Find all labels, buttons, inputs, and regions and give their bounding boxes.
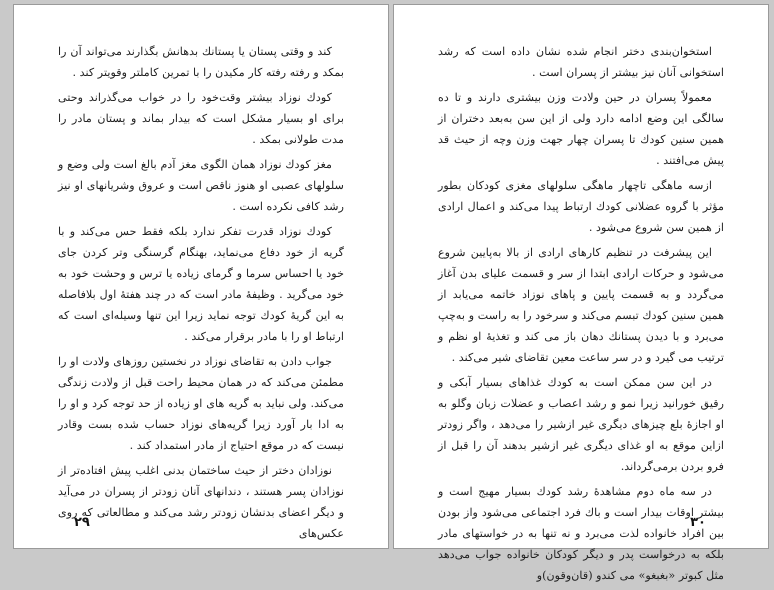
- paragraph: در سه ماه دوم مشاهدهٔ رشد کودك بسیار مهیج است و بیشتر اوقات بیدار است و باك فرد اجتماعی می‌شود واز بودن بین افراد خانواده لذت می‌برد و نه تنها به در خواستهای مادر بلکه به درخواست پدر و دیگر کودکان خانواده جواب می‌دهد مثل کبوتر «بغبغو» می کندو (قان‌وقون)و: [438, 485, 724, 582]
- paragraph: کند و وقتی پستان یا پستانك بدهانش بگذارند می‌تواند آن را بمکد و رفته رفته کار مکیدن را با تمرین کاملتر وقویتر کند .: [58, 45, 344, 79]
- page-number: ۳۰: [690, 515, 706, 530]
- left-page-text: [58, 41, 344, 548]
- left-page: [13, 4, 389, 549]
- paragraph: مغز کودك نوزاد همان الگوی مغز آدم بالغ است ولی وضع و سلولهای عصبی او هنوز ناقص است و عروق وشریانهای او نیز رشد کافی نکرده است .: [58, 158, 344, 213]
- paragraph: معمولاً پسران در حین ولادت وزن بیشتری دارند و تا ده سالگی این وضع ادامه دارد ولی از این سن به‌بعد دختران از همین سنین کودك تا پسران چهار جهت وزن وچه از حیث قد پیش می‌افتند .: [438, 91, 724, 167]
- paragraph: ازسه ماهگی تاچهار ماهگی سلولهای مغزی کودکان بطور مؤثر با گروه عضلانی کودك ارتباط پیدا می‌کند و اعمال ارادی از همین سن شروع می‌شود .: [438, 179, 724, 234]
- paragraph: این پیشرفت در تنظیم کارهای ارادی از بالا به‌پایین شروع می‌شود و حرکات ارادی ابتدا از سر و قسمت علیای بدن آغاز می‌گردد و به قسمت پایین و پاهای نوزاد خاتمه می‌یابد از همین سنین کودك تبسم می‌کند و سرخود را به راست و به‌چپ می‌برد و با دیدن پستانك دهان باز می کند و تغذیهٔ او نظم و ترتیب می گیرد و در سر ساعت معین تقاضای شیر می‌کند .: [438, 246, 724, 364]
- paragraph: جواب دادن به تقاضای نوزاد در نخستین روزهای ولادت او را مطمئن می‌کند که در همان محیط راحت قبل از ولادت زندگی می‌کند. ولی نباید به گریه های او زیاده از حد توجه کرد و او را به ادا بار آورد زیرا گریه‌های نوزاد حساب شده بست وقادر نیست که در موقع احتیاج از مادر استمداد کند .: [58, 355, 344, 452]
- paragraph: استخوان‌بندی دختر انجام شده نشان داده است که رشد استخوانی آنان نیز بیشتر از پسران است .: [438, 45, 724, 79]
- paragraph: کودك نوزاد بیشتر وقت‌خود را در خواب می‌گذراند وحتی برای او بسیار مشکل است که بیدار بماند و پستان مادر را مدت طولانی بمکد .: [58, 91, 344, 146]
- paragraph: کودك نوزاد قدرت تفکر ندارد بلکه فقط حس می‌کند و با گریه از خود دفاع می‌نماید، بهنگام گرسنگی وتر کردن جای خود یا احساس سرما و گرمای زیاده یا ترس و وحشت خود به خود می‌گرید . وظیفهٔ مادر است که در چند هفتهٔ اول بلافاصله به این گریهٔ کودك توجه نماید زیرا این تنها وسیله‌ای است که ارتباط او را با مادر برقرار می‌کند .: [58, 225, 344, 343]
- paragraph: در این سن ممکن است به کودك غذاهای بسیار آبکی و رقیق خورانید زیرا نمو و رشد اعصاب و عضلات زبان وگلو به او اجازهٔ بلع چیزهای دیگری غیر ازشیر را می‌دهد ، واگر زودتر ازاین موقع به او غذای دیگری غیر ازشیر بدهند آن را قبل از فرو بردن برمی‌گرداند.: [438, 376, 724, 473]
- paragraph: نوزادان دختر از حیث ساختمان بدنی اغلب پیش افتاده‌تر از نوزادان پسر هستند ، دندانهای آنان زودتر از پسران در می‌آید و دیگر اعضای بدنشان زودتر رشد می‌کند و مطالعاتی که روی عکس‌های: [58, 464, 344, 540]
- right-page-text: [438, 41, 724, 590]
- right-page: [393, 4, 769, 582]
- page-number: ۲۹: [74, 515, 90, 530]
